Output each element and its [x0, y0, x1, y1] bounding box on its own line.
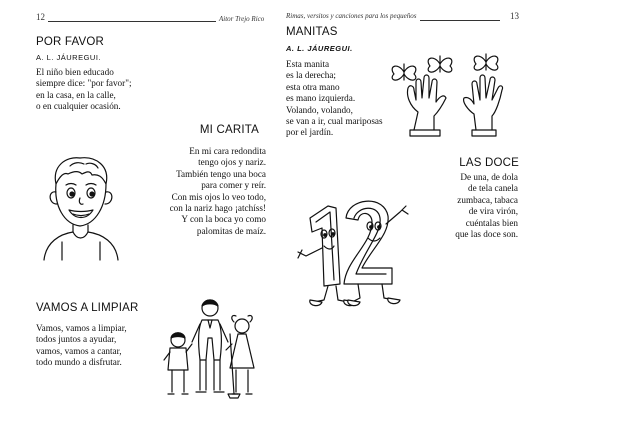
- left-header-rule: [48, 21, 216, 22]
- butterfly-icon: [474, 54, 498, 70]
- poem-line: por el jardín.: [286, 127, 334, 138]
- poem-body-por-favor: [36, 67, 132, 113]
- poem-line: es la derecha;: [286, 70, 336, 81]
- number-twelve-illustration: [288, 188, 423, 313]
- poem-line: se van a ir, cual mariposas: [286, 116, 383, 127]
- hands-butterflies-illustration: [384, 50, 514, 136]
- poem-body-las-doce: [455, 172, 518, 240]
- butterfly-icon: [428, 56, 452, 72]
- poem-line: todos juntos a ayudar,: [36, 334, 117, 345]
- poem-line: todo mundo a disfrutar.: [36, 357, 122, 368]
- right-running-title: Rimas, versitos y canciones para los pequeños: [286, 12, 417, 20]
- boy-face-illustration: [40, 150, 120, 262]
- poem-line: de vira virón,: [468, 206, 518, 217]
- poem-title-las-doce: LAS DOCE: [459, 157, 519, 169]
- left-running-title: Aitor Trejo Rico: [219, 15, 265, 23]
- poem-line: El niño bien educado: [36, 67, 114, 77]
- poem-title-vamos-a-limpiar: VAMOS A LIMPIAR: [36, 302, 139, 314]
- poem-line: en la casa, en la calle,: [36, 89, 116, 100]
- poem-line: que las doce son.: [455, 229, 518, 240]
- poem-body-vamos-a-limpiar: [36, 323, 127, 369]
- poem-line: vamos, vamos a cantar,: [36, 345, 122, 356]
- poem-line: para comer y reír.: [201, 180, 266, 191]
- poem-line: cuéntalas bien: [465, 217, 518, 228]
- poem-author-por-favor: A. L. JÁUREGUI.: [36, 53, 102, 62]
- poem-line: En mi cara redondita: [189, 146, 266, 156]
- poem-title-manitas: MANITAS: [286, 26, 338, 38]
- poem-line: Con mis ojos lo veo todo,: [171, 191, 266, 202]
- poem-line: palomitas de maíz.: [196, 225, 266, 236]
- poem-line: es mano izquierda.: [286, 93, 356, 104]
- poem-author-manitas: A. L. JÁUREGUI.: [286, 44, 353, 53]
- poem-line: De una, de dola: [460, 172, 518, 182]
- poem-body-mi-carita: [170, 146, 266, 237]
- poem-line: Vamos, vamos a limpiar,: [36, 323, 127, 333]
- poem-line: siempre dice: "por favor";: [36, 78, 132, 89]
- poem-line: de tela canela: [468, 183, 518, 194]
- poem-title-mi-carita: MI CARITA: [199, 124, 259, 136]
- poem-body-manitas: [286, 59, 383, 139]
- right-page-number: 13: [510, 11, 519, 21]
- poem-line: Esta manita: [286, 59, 330, 69]
- poem-line: zumbaca, tabaca: [457, 194, 518, 205]
- poem-line: con la nariz hago ¡atchíss!: [169, 203, 266, 214]
- poem-line: Y con la boca yo como: [181, 214, 266, 225]
- poem-line: o en cualquier ocasión.: [36, 101, 121, 112]
- poem-title-por-favor: POR FAVOR: [36, 36, 105, 48]
- family-illustration: [160, 294, 260, 400]
- butterfly-icon: [392, 64, 416, 80]
- poem-line: También tengo una boca: [176, 168, 266, 179]
- poem-line: esta otra mano: [286, 81, 340, 92]
- poem-line: tengo ojos y nariz.: [198, 157, 266, 168]
- right-header-rule: [420, 20, 500, 21]
- poem-line: Volando, volando,: [286, 104, 353, 115]
- left-page-number: 12: [36, 12, 45, 22]
